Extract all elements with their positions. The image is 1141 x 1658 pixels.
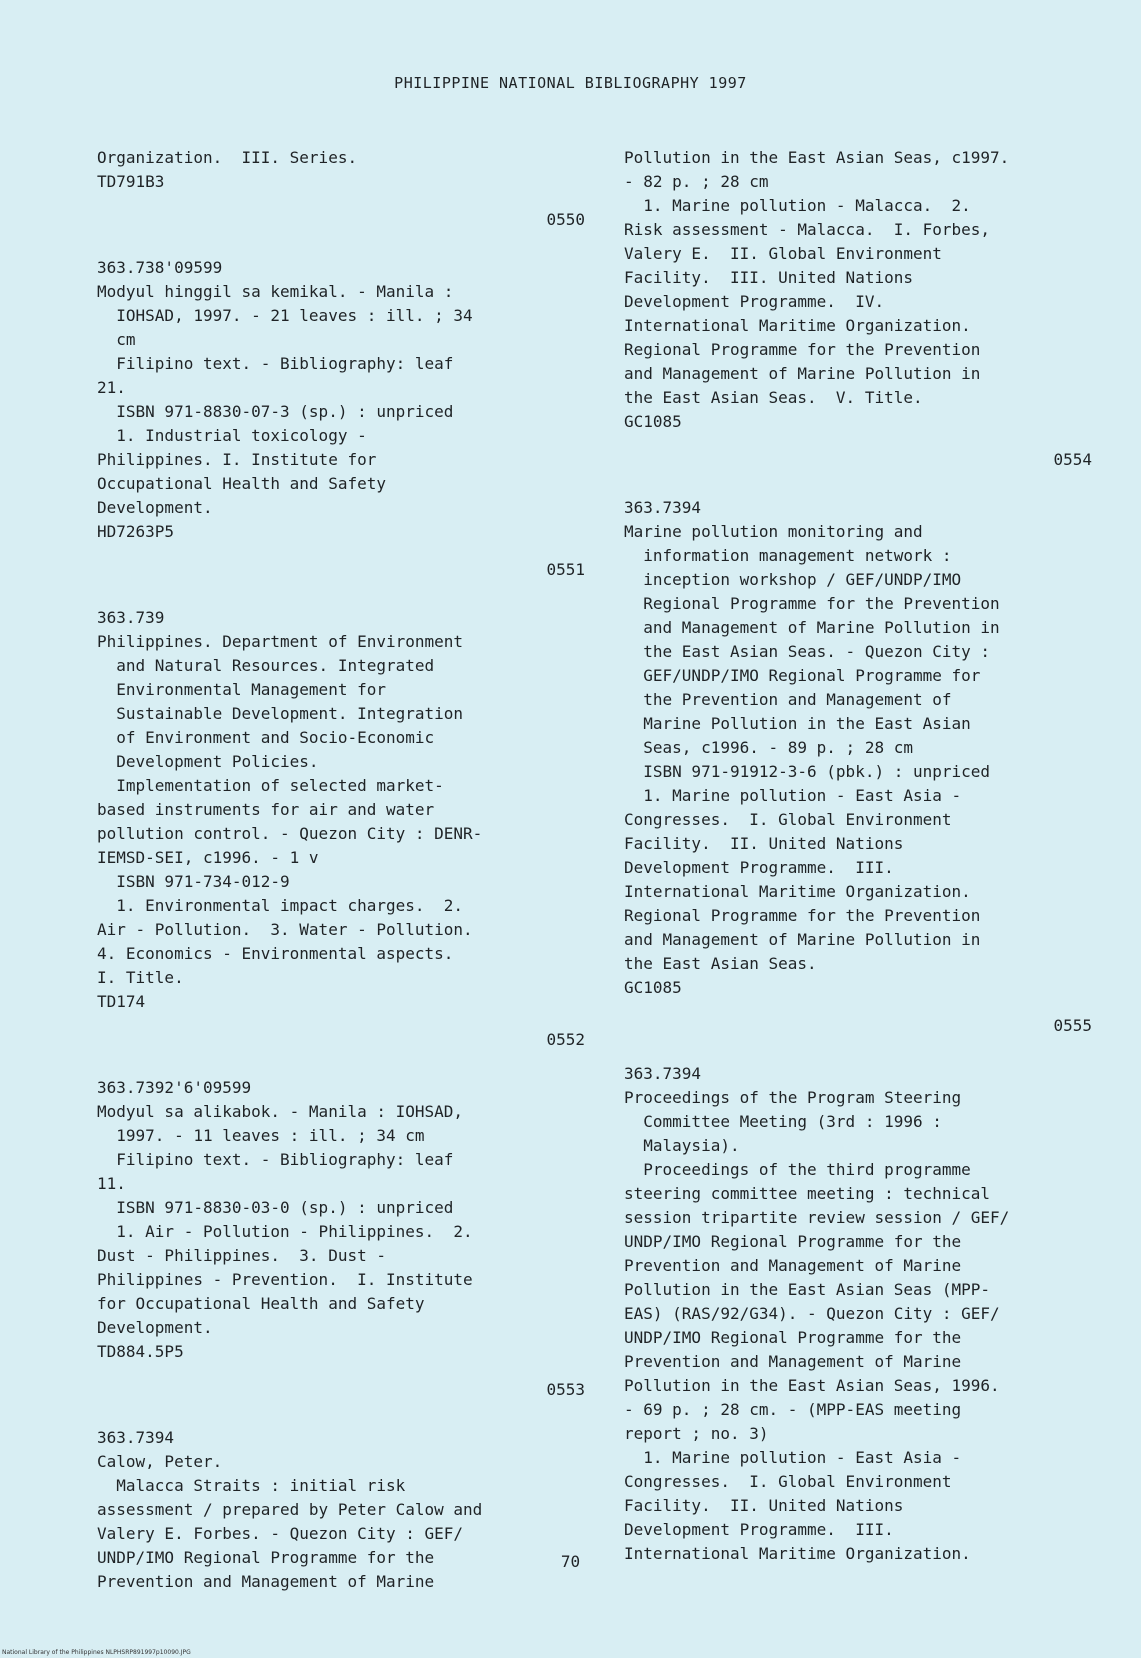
entry-line: Malaysia). bbox=[624, 1136, 740, 1155]
entry-number: 0550 bbox=[546, 210, 585, 229]
entry-line: GC1085 bbox=[624, 978, 682, 997]
entry-line: Development Policies. bbox=[97, 752, 319, 771]
entry-line: Proceedings of the third programme bbox=[624, 1160, 971, 1179]
entry-line: 4. Economics - Environmental aspects. bbox=[97, 944, 454, 963]
entry-line: Philippines - Prevention. I. Institute bbox=[97, 1270, 473, 1289]
entry-line: TD174 bbox=[97, 992, 146, 1011]
entry-line: steering committee meeting : technical bbox=[624, 1184, 991, 1203]
entry-line: GC1085 bbox=[624, 412, 682, 431]
entry-line: Development. bbox=[97, 498, 213, 517]
entry-line: session tripartite review session / GEF/ bbox=[624, 1208, 1010, 1227]
entry-0551 bbox=[97, 256, 597, 544]
entry-line: Risk assessment - Malacca. I. Forbes, bbox=[624, 220, 991, 239]
entry-line: Philippines. Department of Environment bbox=[97, 632, 464, 651]
entry-line: Regional Programme for the Prevention bbox=[624, 340, 981, 359]
entry-line: - 69 p. ; 28 cm. - (MPP-EAS meeting bbox=[624, 1400, 962, 1419]
entry-line: 1. Marine pollution - Malacca. 2. bbox=[624, 196, 971, 215]
entry-line: Valery E. II. Global Environment bbox=[624, 244, 942, 263]
entry-line: 21. bbox=[97, 378, 126, 397]
entry-line: Regional Programme for the Prevention bbox=[624, 594, 1000, 613]
entry-line: Committee Meeting (3rd : 1996 : bbox=[624, 1112, 942, 1131]
entry-line: the East Asian Seas. - Quezon City : bbox=[624, 642, 991, 661]
entry-line: Marine Pollution in the East Asian bbox=[624, 714, 971, 733]
entry-line: International Maritime Organization. bbox=[624, 882, 971, 901]
entry-line: IOHSAD, 1997. - 21 leaves : ill. ; 34 bbox=[97, 306, 473, 325]
entry-line: - 82 p. ; 28 cm bbox=[624, 172, 769, 191]
entry-line: Development Programme. III. bbox=[624, 1520, 894, 1539]
entry-line: Pollution in the East Asian Seas, 1996. bbox=[624, 1376, 1000, 1395]
entry-line: Occupational Health and Safety bbox=[97, 474, 386, 493]
entry-line: International Maritime Organization. bbox=[624, 1544, 971, 1563]
entry-line: EAS) (RAS/92/G34). - Quezon City : GEF/ bbox=[624, 1304, 1000, 1323]
entry-line: ISBN 971-91912-3-6 (pbk.) : unpriced bbox=[624, 762, 991, 781]
entry-line: 11. bbox=[97, 1174, 126, 1193]
entry-line: the Prevention and Management of bbox=[624, 690, 952, 709]
left-column bbox=[97, 146, 597, 1594]
entry-line: Filipino text. - Bibliography: leaf bbox=[97, 354, 454, 373]
entry-0556 bbox=[624, 1062, 1104, 1566]
entry-line: pollution control. - Quezon City : DENR- bbox=[97, 824, 483, 843]
entry-0550-continued bbox=[97, 146, 597, 194]
entry-line: the East Asian Seas. V. Title. bbox=[624, 388, 923, 407]
entry-line: Proceedings of the Program Steering bbox=[624, 1088, 962, 1107]
entry-line: Modyul hinggil sa kemikal. - Manila : bbox=[97, 282, 454, 301]
entry-line: 363.7394 bbox=[624, 1064, 702, 1083]
entry-line: TD791B3 bbox=[97, 172, 165, 191]
entry-line: report ; no. 3) bbox=[624, 1424, 769, 1443]
entry-number: 0553 bbox=[546, 1380, 585, 1399]
entry-line: Malacca Straits : initial risk bbox=[97, 1476, 406, 1495]
entry-line: 1. Marine pollution - East Asia - bbox=[624, 1448, 962, 1467]
entry-number: 0551 bbox=[546, 560, 585, 579]
entry-line: cm bbox=[97, 330, 136, 349]
entry-line: ISBN 971-8830-07-3 (sp.) : unpriced bbox=[97, 402, 454, 421]
entry-line: 1997. - 11 leaves : ill. ; 34 cm bbox=[97, 1126, 425, 1145]
entry-line: Environmental Management for bbox=[97, 680, 386, 699]
entry-line: GEF/UNDP/IMO Regional Programme for bbox=[624, 666, 981, 685]
entry-line: Seas, c1996. - 89 p. ; 28 cm bbox=[624, 738, 913, 757]
entry-line: I. Title. bbox=[97, 968, 184, 987]
entry-line: Valery E. Forbes. - Quezon City : GEF/ bbox=[97, 1524, 464, 1543]
entry-line: Air - Pollution. 3. Water - Pollution. bbox=[97, 920, 473, 939]
right-column bbox=[624, 146, 1104, 1566]
entry-number: 0552 bbox=[546, 1030, 585, 1049]
entry-line: and Management of Marine Pollution in bbox=[624, 364, 981, 383]
entry-line: UNDP/IMO Regional Programme for the bbox=[97, 1548, 435, 1567]
entry-line: and Natural Resources. Integrated bbox=[97, 656, 435, 675]
entry-line: Sustainable Development. Integration bbox=[97, 704, 464, 723]
entry-line: ISBN 971-8830-03-0 (sp.) : unpriced bbox=[97, 1198, 454, 1217]
page-number: 70 bbox=[560, 1552, 581, 1571]
entry-line: TD884.5P5 bbox=[97, 1342, 184, 1361]
entry-line: 1. Marine pollution - East Asia - bbox=[624, 786, 962, 805]
entry-line: Dust - Philippines. 3. Dust - bbox=[97, 1246, 386, 1265]
entry-number: 0555 bbox=[1053, 1016, 1092, 1035]
entry-line: Pollution in the East Asian Seas (MPP- bbox=[624, 1280, 991, 1299]
entry-line: the East Asian Seas. bbox=[624, 954, 817, 973]
entry-0555 bbox=[624, 496, 1104, 1000]
footer-credit: National Library of the Philippines NLPHSRP891997p10090.JPG bbox=[2, 1649, 191, 1656]
entry-line: Organization. III. Series. bbox=[97, 148, 358, 167]
entry-line: 1. Air - Pollution - Philippines. 2. bbox=[97, 1222, 473, 1241]
entry-line: 363.738'09599 bbox=[97, 258, 223, 277]
entry-line: 1. Environmental impact charges. 2. bbox=[97, 896, 464, 915]
entry-line: Prevention and Management of Marine bbox=[97, 1572, 435, 1591]
entry-line: Modyul sa alikabok. - Manila : IOHSAD, bbox=[97, 1102, 464, 1121]
entry-line: Prevention and Management of Marine bbox=[624, 1352, 962, 1371]
entry-line: International Maritime Organization. bbox=[624, 316, 971, 335]
entry-line: Regional Programme for the Prevention bbox=[624, 906, 981, 925]
entry-line: Facility. III. United Nations bbox=[624, 268, 913, 287]
entry-line: 363.7392'6'09599 bbox=[97, 1078, 252, 1097]
entry-line: HD7263P5 bbox=[97, 522, 175, 541]
page-header: PHILIPPINE NATIONAL BIBLIOGRAPHY 1997 bbox=[394, 74, 747, 92]
entry-line: 1. Industrial toxicology - bbox=[97, 426, 367, 445]
entry-line: assessment / prepared by Peter Calow and bbox=[97, 1500, 483, 1519]
entry-line: 363.739 bbox=[97, 608, 165, 627]
entry-line: information management network : bbox=[624, 546, 952, 565]
entry-line: ISBN 971-734-012-9 bbox=[97, 872, 290, 891]
entry-0554-end bbox=[624, 146, 1104, 434]
entry-line: and Management of Marine Pollution in bbox=[624, 930, 981, 949]
entry-line: 363.7394 bbox=[624, 498, 702, 517]
entry-line: Development Programme. IV. bbox=[624, 292, 885, 311]
entry-line: Pollution in the East Asian Seas, c1997. bbox=[624, 148, 1010, 167]
entry-line: 363.7394 bbox=[97, 1428, 175, 1447]
entry-line: inception workshop / GEF/UNDP/IMO bbox=[624, 570, 962, 589]
entry-line: UNDP/IMO Regional Programme for the bbox=[624, 1328, 962, 1347]
entry-line: Congresses. I. Global Environment bbox=[624, 1472, 952, 1491]
entry-line: IEMSD-SEI, c1996. - 1 v bbox=[97, 848, 319, 867]
entry-line: Philippines. I. Institute for bbox=[97, 450, 377, 469]
entry-line: Filipino text. - Bibliography: leaf bbox=[97, 1150, 454, 1169]
entry-line: and Management of Marine Pollution in bbox=[624, 618, 1000, 637]
entry-line: Congresses. I. Global Environment bbox=[624, 810, 952, 829]
entry-0553 bbox=[97, 1076, 597, 1364]
entry-0552 bbox=[97, 606, 597, 1014]
entry-line: Development Programme. III. bbox=[624, 858, 894, 877]
entry-line: UNDP/IMO Regional Programme for the bbox=[624, 1232, 962, 1251]
entry-number: 0554 bbox=[1053, 450, 1092, 469]
entry-line: Facility. II. United Nations bbox=[624, 834, 904, 853]
entry-line: Development. bbox=[97, 1318, 213, 1337]
entry-line: of Environment and Socio-Economic bbox=[97, 728, 435, 747]
entry-line: Calow, Peter. bbox=[97, 1452, 223, 1471]
entry-line: based instruments for air and water bbox=[97, 800, 435, 819]
entry-line: Implementation of selected market- bbox=[97, 776, 444, 795]
entry-line: Prevention and Management of Marine bbox=[624, 1256, 962, 1275]
entry-line: for Occupational Health and Safety bbox=[97, 1294, 425, 1313]
entry-line: Marine pollution monitoring and bbox=[624, 522, 923, 541]
entry-line: Facility. II. United Nations bbox=[624, 1496, 904, 1515]
